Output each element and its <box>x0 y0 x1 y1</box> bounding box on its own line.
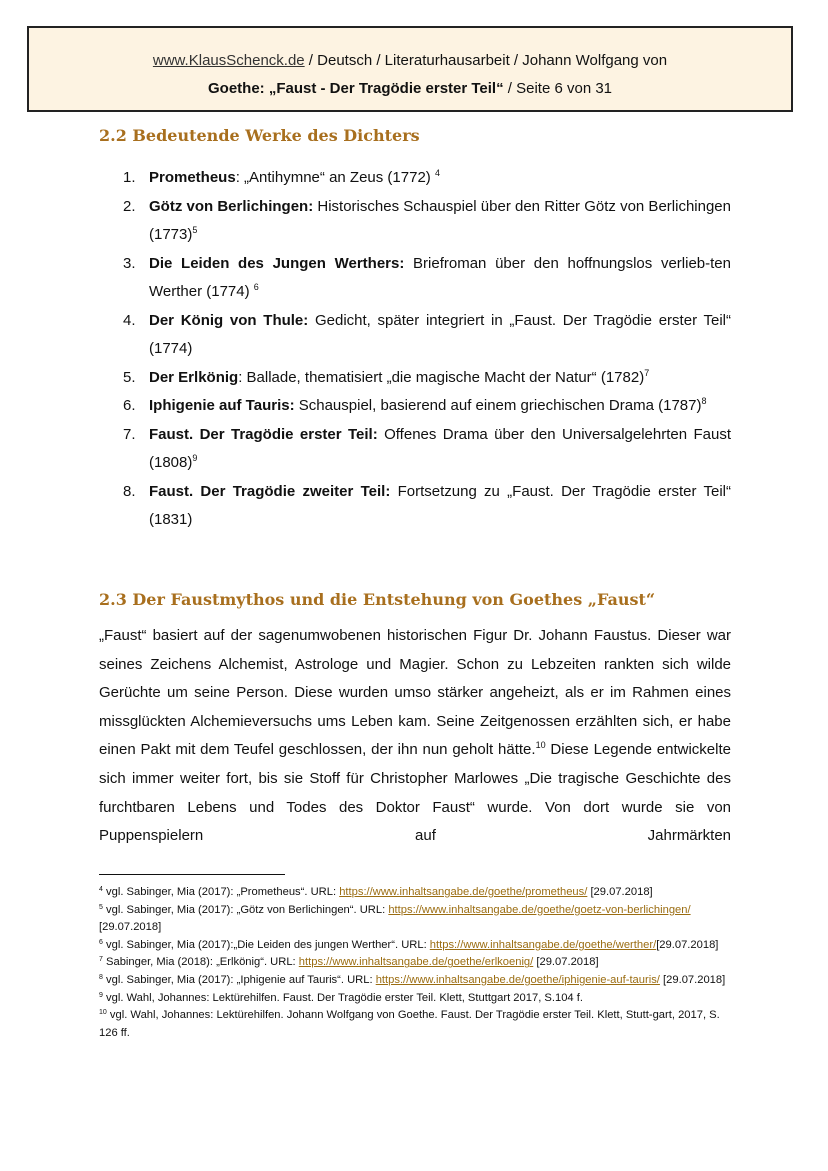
footnote-ref[interactable]: 5 <box>192 225 198 235</box>
footnote <box>99 972 739 990</box>
footnote-date: [29.07.2018] <box>533 956 599 969</box>
paragraph-text: „Faust“ basiert auf der sagenumwobenen historischen Figur Dr. Johann Faustus. Dieser war seines Zeichens Alchemist, Astrologe und Magier. Schon zu Lebzeiten rankten sich wilde Gerüchte um seine Person. Diese wurden umso stärker angeheizt, als er im Rahmen eines missglückten Alchemieversuchs ums Leben kam. Seine Zeitgenossen erzählten sich, er habe einen Pakt mit dem Teufel geschlossen, der ihn nun geholt hätte. <box>99 627 731 759</box>
body-paragraph <box>99 622 731 851</box>
footnote-date: [29.07.2018] <box>99 921 162 934</box>
footnote-divider <box>99 874 285 875</box>
footnote-ref[interactable]: 7 <box>644 367 650 378</box>
list-item <box>99 164 731 193</box>
list-item <box>99 421 731 478</box>
footnote <box>99 1007 739 1042</box>
footnote-number: 9 <box>99 991 103 999</box>
list-item <box>99 307 731 364</box>
footnote-date: [29.07.2018] <box>656 938 719 951</box>
list-number: 6. <box>123 397 136 414</box>
list-item <box>99 193 731 250</box>
list-item <box>99 250 731 307</box>
list-number: 4. <box>123 311 136 329</box>
footnote-text: vgl. Wahl, Johannes: Lektürehilfen. Johann Wolfgang von Goethe. Faust. Der Tragödie erster Teil. Klett, Stutt-gart, 2017, S. 126 ff. <box>99 1009 720 1039</box>
site-link[interactable]: www.KlausSchenck.de <box>152 52 305 69</box>
footnote-link[interactable]: https://www.inhaltsangabe.de/goethe/prometheus/ <box>339 886 588 898</box>
work-description: : „Antihymne“ an Zeus (1772) <box>235 169 435 186</box>
list-number: 1. <box>123 169 136 186</box>
list-number: 5. <box>123 368 136 386</box>
footnote-ref[interactable]: 9 <box>192 453 198 463</box>
footnote-number: 5 <box>99 903 103 911</box>
footnote-text: Sabinger, Mia (2018): „Erlkönig“. URL: <box>102 956 299 969</box>
work-title: Prometheus <box>149 169 236 186</box>
footnote-text: vgl. Sabinger, Mia (2017): „Iphigenie auf Tauris“. URL: <box>102 973 376 986</box>
footnote-number: 8 <box>99 973 103 981</box>
page-header <box>27 26 793 112</box>
work-title: Götz von Berlichingen: <box>149 197 314 215</box>
footnotes <box>99 884 739 1042</box>
section-heading-faust: 2.3 Der Faustmythos und die Entstehung von Goethes „Faust“ <box>99 590 656 609</box>
list-item <box>99 478 731 535</box>
footnote-number: 7 <box>99 956 103 964</box>
works-list <box>99 164 731 535</box>
work-title: Faust. Der Tragödie erster Teil: <box>149 425 378 443</box>
footnote-link[interactable]: https://www.inhaltsangabe.de/goethe/erlkoenig/ <box>298 956 534 969</box>
footnote <box>99 937 739 955</box>
work-title: Faust. Der Tragödie zweiter Teil: <box>149 482 391 500</box>
footnote-ref[interactable]: 6 <box>253 282 259 292</box>
header-path: / Deutsch / Literaturhausarbeit / Johann Wolfgang von <box>304 52 668 69</box>
footnote-number: 10 <box>99 1009 107 1017</box>
section-heading-works: 2.2 Bedeutende Werke des Dichters <box>99 126 420 145</box>
header-line-1 <box>29 47 791 75</box>
footnote-date: [29.07.2018] <box>587 886 653 898</box>
work-description: Historisches Schauspiel über den Ritter Götz von Berlichingen (1773) <box>149 197 731 243</box>
footnote-date: [29.07.2018] <box>659 973 726 986</box>
list-number: 7. <box>123 425 136 443</box>
page-number: / Seite 6 von 31 <box>503 80 613 97</box>
list-item <box>99 392 731 421</box>
footnote-text: vgl. Sabinger, Mia (2017): „Prometheus“. URL: <box>102 886 340 898</box>
list-item <box>99 364 731 393</box>
list-number: 3. <box>123 254 136 272</box>
list-number: 2. <box>123 197 136 215</box>
footnote <box>99 954 739 972</box>
work-title: Der Erlkönig <box>149 368 239 386</box>
footnote-ref[interactable]: 4 <box>434 168 440 178</box>
work-title: Der König von Thule: <box>149 311 309 329</box>
footnote-link[interactable]: https://www.inhaltsangabe.de/goethe/iphigenie-auf-tauris/ <box>375 973 660 986</box>
footnote-link[interactable]: https://www.inhaltsangabe.de/goethe/goetz-von-berlichingen/ <box>388 903 691 916</box>
footnote-number: 4 <box>99 886 103 893</box>
work-description: Offenes Drama über den Universalgelehrten Faust (1808) <box>149 425 731 471</box>
footnote-text: vgl. Wahl, Johannes: Lektürehilfen. Faust. Der Tragödie erster Teil. Klett, Stuttgart 2017, S.104 f. <box>102 991 583 1004</box>
footnote-ref[interactable]: 10 <box>535 740 546 751</box>
paragraph-text: Diese Legende entwickelte sich immer weiter fort, bis sie Stoff für Christopher Marlowes „Die tragische Geschichte des furchtbaren Lebens und Todes des Doktor Faust“ wurde. Von dort wurde sie von Puppenspielern auf Jahrmärkten <box>99 741 731 845</box>
footnote <box>99 902 739 937</box>
work-title: Iphigenie auf Tauris: <box>149 397 295 414</box>
work-description: Briefroman über den hoffnungslos verlieb-ten Werther (1774) <box>149 254 731 300</box>
work-description: Schauspiel, basierend auf einem griechischen Drama (1787) <box>294 397 702 414</box>
footnote-number: 6 <box>99 938 103 946</box>
work-description: : Ballade, thematisiert „die magische Macht der Natur“ (1782) <box>238 368 645 386</box>
footnote <box>99 884 739 902</box>
footnote <box>99 990 739 1008</box>
work-description: Fortsetzung zu „Faust. Der Tragödie erster Teil“ (1831) <box>149 482 731 528</box>
work-title: Die Leiden des Jungen Werthers: <box>149 254 405 272</box>
header-title: Goethe: „Faust - Der Tragödie erster Teil“ <box>207 80 504 97</box>
list-number: 8. <box>123 482 136 500</box>
footnote-link[interactable]: https://www.inhaltsangabe.de/goethe/werther/ <box>429 938 657 951</box>
footnote-text: vgl. Sabinger, Mia (2017):„Die Leiden des jungen Werther“. URL: <box>102 938 430 951</box>
header-line-2 <box>29 75 791 103</box>
footnote-ref[interactable]: 8 <box>701 396 707 406</box>
work-description: Gedicht, später integriert in „Faust. Der Tragödie erster Teil“ (1774) <box>149 311 731 357</box>
footnote-text: vgl. Sabinger, Mia (2017): „Götz von Berlichingen“. URL: <box>102 903 389 916</box>
